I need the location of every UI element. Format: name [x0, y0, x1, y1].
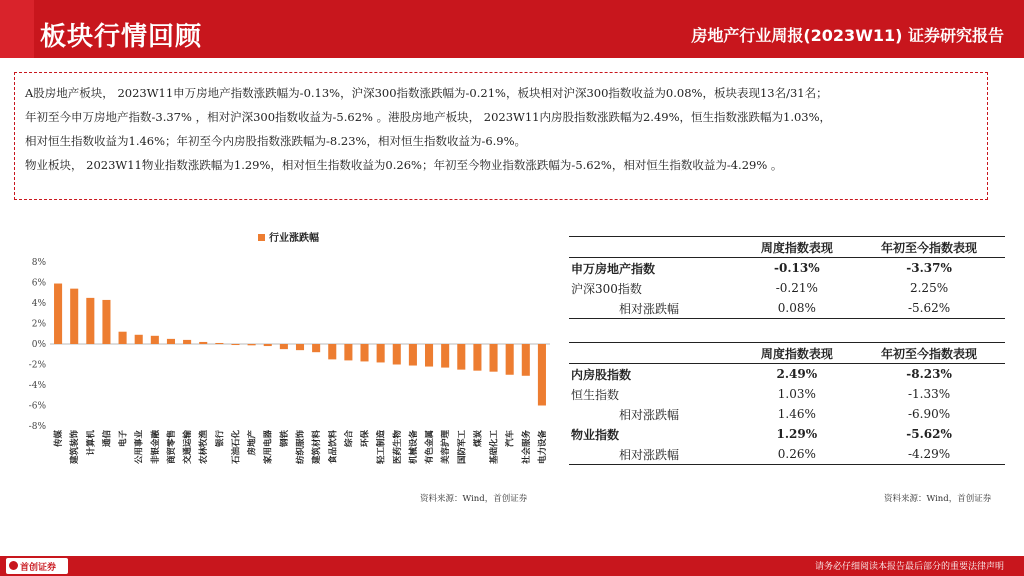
x-tick-label: 建筑装饰: [70, 430, 81, 465]
x-tick-label: 机械设备: [408, 430, 419, 465]
row-label: 相对涨跌幅: [569, 298, 741, 319]
table-source: 资料来源：Wind，首创证券: [884, 494, 992, 504]
bar: [135, 335, 143, 344]
bar: [425, 344, 433, 367]
row-week: 0.26%: [741, 444, 854, 465]
y-tick-label: 4%: [31, 299, 46, 309]
x-tick-label: 汽车: [505, 430, 516, 448]
row-ytd: -8.23%: [906, 367, 952, 381]
bar: [102, 300, 110, 344]
legal-disclaimer: 请务必仔细阅读本报告最后部分的重要法律声明: [814, 562, 1004, 572]
col-ytd-header: 年初至今指数表现: [853, 343, 1005, 364]
legend-swatch: [258, 234, 265, 241]
bar: [86, 298, 94, 344]
bar: [231, 344, 239, 345]
x-tick-label: 电力设备: [537, 430, 548, 465]
bar: [248, 344, 256, 345]
summary-line: A股房地产板块， 2023W11申万房地产指数涨跌幅为-0.13%，沪深300指数涨跌幅为-0.21%，板块相对沪深300指数收益为0.08%，板块表现13名/31名；: [25, 86, 828, 100]
bar: [377, 344, 385, 362]
bar: [70, 289, 78, 344]
y-tick-label: 0%: [31, 340, 46, 350]
logo-text: 首创证券: [20, 563, 57, 573]
row-ytd: -5.62%: [853, 298, 1005, 319]
col-ytd-header: 年初至今指数表现: [853, 237, 1005, 258]
table-row: [569, 444, 1005, 465]
x-tick-label: 银行: [215, 430, 226, 448]
bar: [328, 344, 336, 359]
row-label: 申万房地产指数: [571, 261, 656, 276]
x-tick-label: 农林牧渔: [199, 430, 210, 465]
legend-label: 行业涨跌幅: [269, 233, 319, 244]
row-ytd: -5.62%: [906, 427, 952, 441]
bar: [151, 336, 159, 344]
x-tick-label: 石油石化: [231, 430, 242, 465]
col-week-header: 周度指数表现: [741, 343, 854, 364]
table-row: [569, 404, 1005, 424]
table-row: [569, 298, 1005, 319]
bar: [441, 344, 449, 368]
bar: [409, 344, 417, 366]
bar: [54, 284, 62, 344]
table-header-row: [569, 237, 1005, 258]
bar: [506, 344, 514, 375]
y-tick-label: -6%: [28, 401, 46, 412]
table-row: [569, 384, 1005, 404]
bar: [296, 344, 304, 350]
bar: [199, 342, 207, 344]
bar: [457, 344, 465, 370]
industry-bar-chart: [20, 226, 560, 516]
row-ytd: -3.37%: [906, 261, 952, 275]
table-row: [569, 258, 1005, 279]
summary-line: 年初至今申万房地产指数-3.37% ，相对沪深300指数收益为-5.62% 。港股房地产板块， 2023W11内房股指数涨跌幅为2.49%，恒生指数涨跌幅为1.03%，: [25, 110, 832, 124]
x-tick-label: 有色金属: [425, 430, 436, 465]
col-week-header: 周度指数表现: [741, 237, 854, 258]
x-tick-label: 煤炭: [473, 430, 484, 448]
chart-source: 资料来源：Wind，首创证券: [420, 494, 528, 504]
bar: [393, 344, 401, 365]
x-tick-label: 综合: [344, 430, 355, 448]
row-label: 相对涨跌幅: [569, 444, 741, 465]
page-title: 板块行情回顾: [40, 22, 203, 52]
chart-svg: [20, 226, 560, 516]
bar: [264, 344, 272, 346]
x-tick-label: 家用电器: [263, 430, 274, 465]
bar: [119, 332, 127, 344]
x-tick-label: 社会服务: [521, 430, 532, 465]
row-ytd: -4.29%: [853, 444, 1005, 465]
bar: [215, 343, 223, 344]
x-tick-label: 医药生物: [392, 430, 403, 465]
bar: [522, 344, 530, 376]
summary-line: 物业板块， 2023W11物业指数涨跌幅为1.29%，相对恒生指数收益为0.26%；年初至今物业指数涨跌幅为-5.62%，相对恒生指数收益为-4.29% 。: [25, 158, 783, 172]
x-tick-label: 交通运输: [183, 430, 194, 465]
row-week: 2.49%: [776, 367, 818, 381]
row-week: 1.46%: [777, 407, 816, 421]
row-label: 内房股指数: [571, 367, 632, 382]
row-week: -0.21%: [775, 281, 818, 295]
table-header-row: [569, 343, 1005, 364]
x-tick-label: 国防军工: [457, 430, 468, 465]
x-tick-label: 基础化工: [489, 430, 500, 465]
row-week: 1.03%: [777, 387, 816, 401]
bar: [490, 344, 498, 372]
logo-mark-icon: [9, 561, 18, 570]
bar: [280, 344, 288, 349]
summary-box: [14, 72, 988, 200]
y-tick-label: -2%: [28, 360, 46, 371]
table-row: [569, 424, 1005, 444]
y-tick-label: -8%: [28, 422, 46, 432]
table-row: [569, 278, 1005, 298]
x-tick-label: 美容护理: [441, 430, 452, 465]
report-name: 房地产行业周报(2023W11) 证券研究报告: [691, 26, 1004, 45]
bar: [360, 344, 368, 361]
x-tick-label: 食品饮料: [328, 430, 339, 465]
header-accent: [0, 0, 34, 58]
y-tick-label: 2%: [31, 319, 46, 330]
x-tick-label: 纺织服饰: [296, 430, 306, 465]
bar: [538, 344, 546, 406]
bar: [344, 344, 352, 360]
x-tick-label: 建筑材料: [312, 430, 323, 465]
hk-performance-table: [569, 342, 1005, 465]
row-label: 物业指数: [571, 427, 620, 442]
x-tick-label: 电子: [118, 430, 129, 448]
row-week: 0.08%: [741, 298, 854, 319]
row-label: 恒生指数: [571, 387, 620, 402]
x-tick-label: 非银金融: [150, 430, 161, 465]
summary-line: 相对恒生指数收益为1.46%；年初至今内房股指数涨跌幅为-8.23%，相对恒生指数收益为-6.9%。: [25, 134, 527, 148]
x-tick-label: 房地产: [247, 430, 258, 456]
x-tick-label: 轻工制造: [376, 430, 387, 465]
bar: [473, 344, 481, 371]
a-share-performance-table: [569, 236, 1005, 319]
row-week: -0.13%: [774, 261, 820, 275]
row-ytd: -6.90%: [907, 407, 951, 421]
x-tick-label: 通信: [102, 430, 113, 448]
x-tick-label: 钢铁: [279, 430, 290, 448]
x-tick-label: 公用事业: [134, 430, 145, 465]
table-row: [569, 364, 1005, 385]
row-label: 相对涨跌幅: [619, 407, 680, 422]
bar: [312, 344, 320, 352]
y-tick-label: 8%: [31, 258, 46, 268]
y-tick-label: -4%: [28, 381, 46, 391]
bar: [167, 339, 175, 344]
row-ytd: -1.33%: [907, 387, 951, 401]
bar: [183, 340, 191, 344]
x-tick-label: 环保: [360, 430, 371, 448]
x-tick-label: 商贸零售: [166, 430, 177, 465]
x-tick-label: 传媒: [54, 430, 65, 448]
y-tick-label: 6%: [31, 278, 46, 289]
row-week: 1.29%: [776, 427, 818, 441]
x-tick-label: 计算机: [86, 430, 97, 456]
row-label: 沪深300指数: [571, 281, 642, 296]
row-ytd: 2.25%: [909, 281, 949, 295]
